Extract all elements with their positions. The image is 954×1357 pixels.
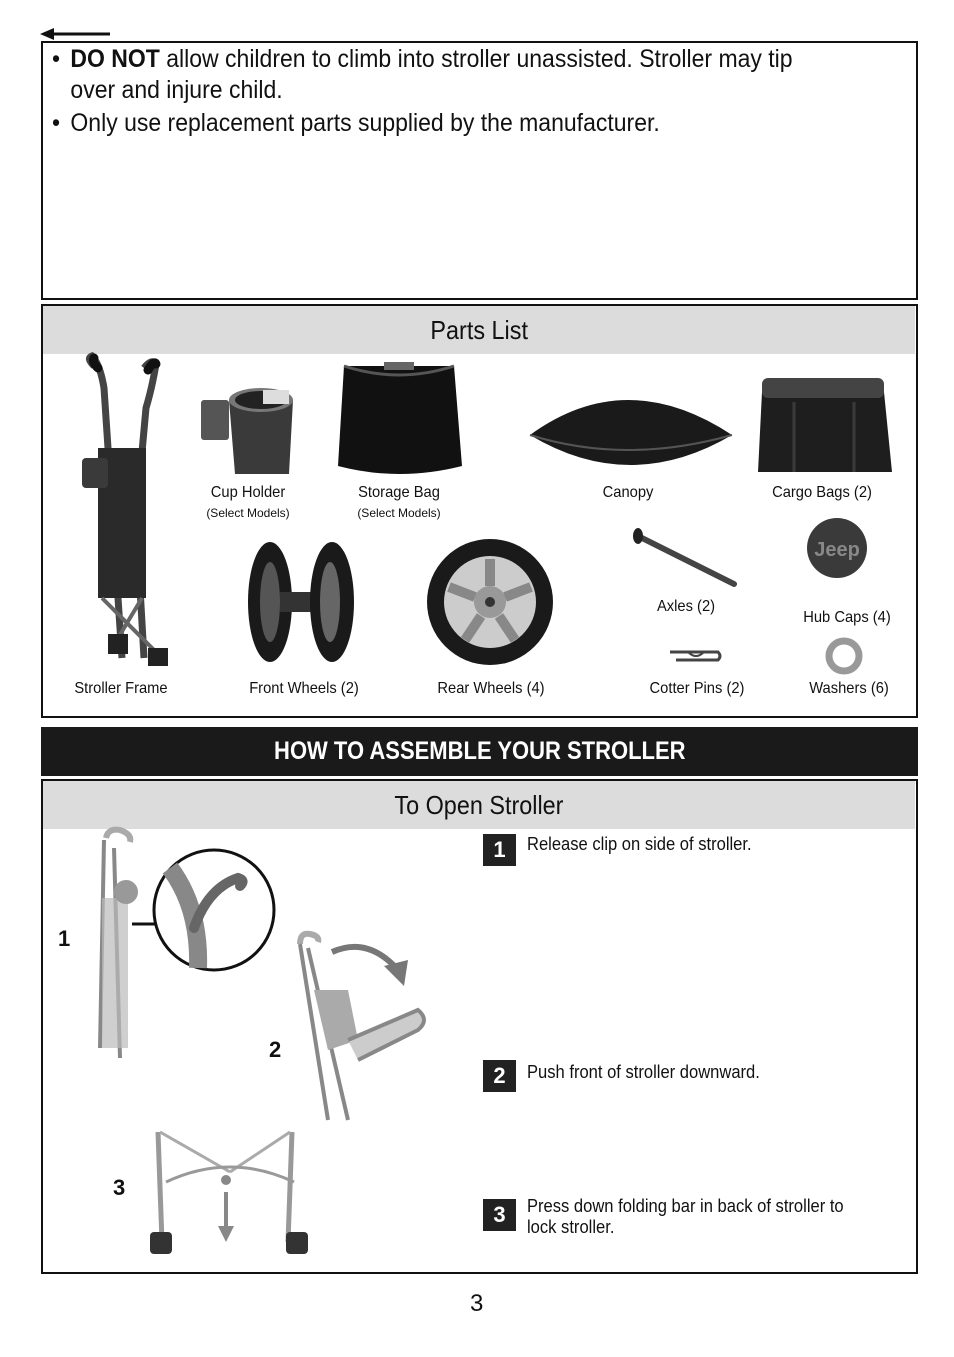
figure-number-3: 3 (113, 1175, 126, 1200)
warning-list (52, 44, 834, 141)
hub-caps-label: Hub Caps (4) (803, 609, 891, 626)
warning-text: Only use replacement parts supplied by the manufacturer. (70, 109, 660, 137)
storage-bag-label: Storage Bag (358, 484, 440, 501)
figure-3-lock-stroller (150, 1132, 310, 1260)
step-badge-3: 3 (483, 1199, 516, 1231)
figure-2-opening-stroller (288, 930, 448, 1130)
warning-text: allow children to climb into stroller unassisted. Stroller may tip over and injure child. (70, 45, 793, 104)
stroller-frame-image (72, 358, 172, 673)
canopy-label: Canopy (602, 484, 654, 501)
page-number: 3 (470, 1290, 484, 1317)
washers-label: Washers (6) (809, 680, 889, 697)
cup-holder-note: (Select Models) (206, 506, 290, 520)
cotter-pin-image (668, 646, 724, 666)
axle-image (630, 528, 740, 588)
front-wheels-image (246, 540, 356, 665)
storage-bag-image (334, 356, 464, 481)
washer-image (826, 638, 862, 674)
rear-wheels-label: Rear Wheels (4) (437, 680, 545, 697)
open-stroller-title: To Open Stroller (43, 781, 915, 829)
step-text-2: Push front of stroller downward. (527, 1062, 760, 1082)
rear-wheel-image (425, 537, 555, 667)
assembly-heading: HOW TO ASSEMBLE YOUR STROLLER (41, 727, 918, 776)
step-text-3: Press down folding bar in back of stroller to lock stroller. (527, 1196, 844, 1237)
back-arrow-icon (40, 27, 110, 41)
hub-cap-image (805, 516, 869, 580)
cup-holder-image (193, 382, 303, 482)
figure-number-1: 1 (58, 926, 71, 951)
storage-bag-note: (Select Models) (357, 506, 441, 520)
bullet-icon: • (52, 109, 61, 137)
canopy-image (526, 375, 736, 475)
warning-bold: DO NOT (70, 45, 160, 73)
step-text-1: Release clip on side of stroller. (527, 834, 752, 854)
warning-item-1 (52, 44, 834, 106)
cotter-pins-label: Cotter Pins (2) (649, 680, 745, 697)
parts-list-title: Parts List (43, 306, 915, 354)
figure-1-folded-stroller (90, 828, 280, 1068)
cargo-bags-image (754, 372, 894, 480)
jeep-logo: Jeep (814, 539, 860, 561)
step-badge-1: 1 (483, 834, 516, 866)
figure-number-2: 2 (269, 1037, 282, 1062)
cargo-bags-label: Cargo Bags (2) (772, 484, 872, 501)
front-wheels-label: Front Wheels (2) (249, 680, 359, 697)
stroller-frame-label: Stroller Frame (74, 680, 168, 697)
cup-holder-label: Cup Holder (210, 484, 286, 501)
warning-item-2 (52, 108, 834, 139)
bullet-icon: • (52, 45, 61, 73)
step-badge-2: 2 (483, 1060, 516, 1092)
axles-label: Axles (2) (656, 598, 716, 615)
